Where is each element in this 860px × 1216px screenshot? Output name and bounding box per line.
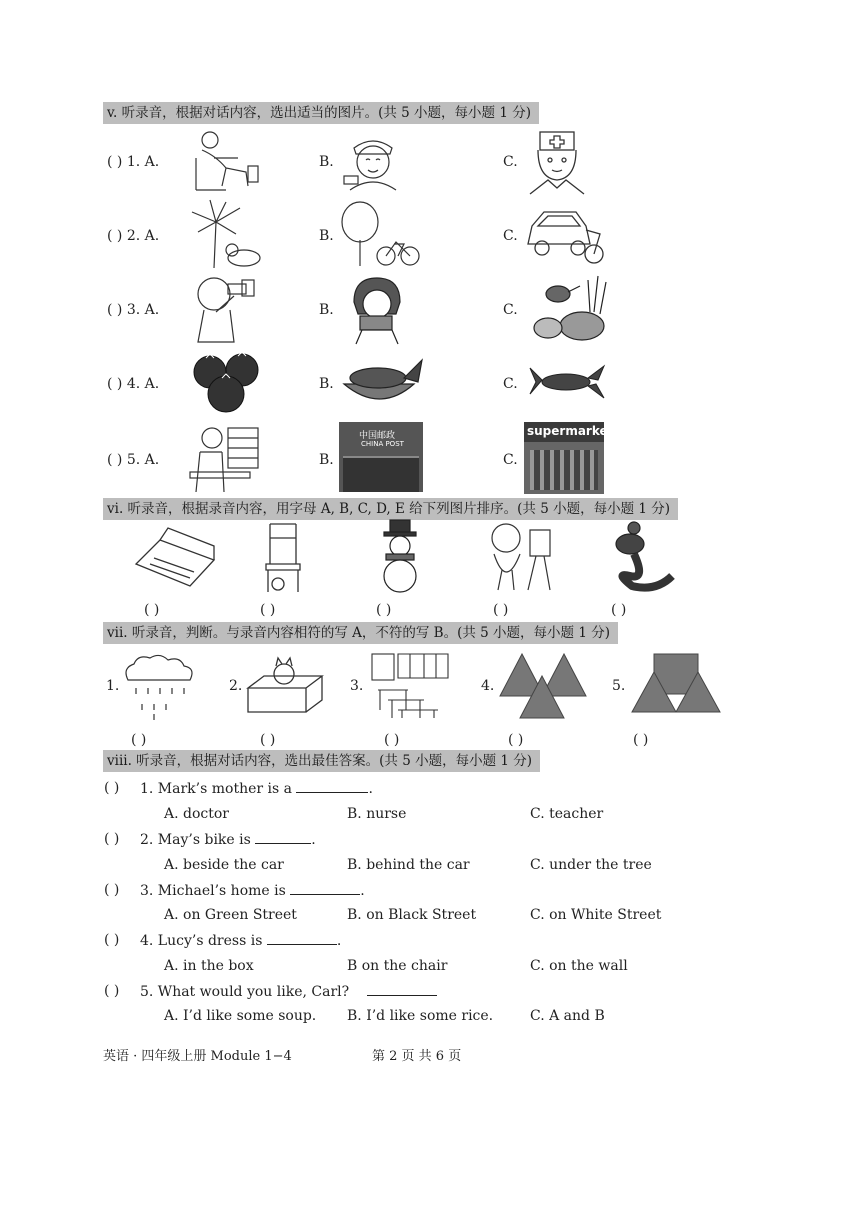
viii-q3-option-a[interactable]: A. on Green Street — [164, 907, 297, 923]
v-q4-b-label: B. — [319, 376, 334, 392]
vii-answer-2[interactable]: ( ) — [260, 732, 276, 748]
viii-q2-option-b[interactable]: B. behind the car — [347, 857, 470, 873]
vii-answer-4[interactable]: ( ) — [508, 732, 524, 748]
v-q2-label: ( ) 2. A. — [107, 228, 160, 244]
section-vi-header: vi. 听录音，根据录音内容，用字母 A, B, C, D, E 给下列图片排序。(共 5 小题，每小题 1 分) — [103, 498, 678, 520]
duck-vegetables-picture — [528, 272, 608, 344]
library-picture — [182, 422, 264, 494]
snowman-picture — [372, 518, 428, 594]
viii-q1-stem: 1. Mark’s mother is a . — [140, 781, 373, 797]
v-q5-c-label: C. — [503, 452, 518, 468]
section-v-header: v. 听录音，根据对话内容，选出适当的图片。(共 5 小题，每小题 1 分) — [103, 102, 539, 124]
vi-answer-5[interactable]: ( ) — [611, 602, 627, 618]
viii-q3-option-c[interactable]: C. on White Street — [530, 907, 662, 923]
woman-sitting-picture — [186, 128, 262, 194]
viii-q4-option-a[interactable]: A. in the box — [164, 958, 254, 974]
chair-cat-picture — [258, 520, 308, 594]
vii-num-3: 3. — [350, 678, 364, 694]
section-vii-header: vii. 听录音，判断。与录音内容相符的写 A，不符的写 B。(共 5 小题，每小题 1 分) — [103, 622, 618, 644]
square-triangles-picture — [630, 652, 722, 714]
supermarket-picture — [524, 422, 614, 494]
tree-bike-picture — [338, 200, 420, 270]
triangles-picture — [498, 650, 590, 720]
viii-q5-answer[interactable]: ( ) — [104, 983, 120, 999]
vii-num-2: 2. — [229, 678, 243, 694]
viii-q4-option-c[interactable]: C. on the wall — [530, 958, 628, 974]
v-q5-label: ( ) 5. A. — [107, 452, 160, 468]
girl-painting-picture — [484, 520, 554, 594]
snake-picture — [606, 520, 676, 592]
v-q1-c-label: C. — [503, 154, 518, 170]
girl-binoculars-picture — [184, 272, 264, 344]
v-q2-b-label: B. — [319, 228, 334, 244]
post-office-sign-en: CHINA POST — [361, 440, 404, 448]
v-q3-c-label: C. — [503, 302, 518, 318]
car-bike-picture — [524, 204, 610, 266]
post-office-sign-cn: 中国邮政 — [359, 431, 396, 441]
tomatoes-picture — [184, 350, 266, 414]
vi-answer-2[interactable]: ( ) — [260, 602, 276, 618]
nurse-picture — [340, 130, 406, 192]
post-office-picture — [339, 422, 423, 492]
viii-q5-option-a[interactable]: A. I’d like some soup. — [164, 1008, 317, 1024]
classroom-picture — [368, 650, 452, 720]
vii-num-1: 1. — [106, 678, 120, 694]
viii-q1-answer[interactable]: ( ) — [104, 780, 120, 796]
viii-q5-stem: 5. What would you like, Carl? — [140, 983, 437, 1000]
girl-with-cake-picture — [346, 274, 408, 346]
viii-q3-answer[interactable]: ( ) — [104, 882, 120, 898]
vii-answer-5[interactable]: ( ) — [633, 732, 649, 748]
rain-cloud-picture — [120, 652, 200, 722]
footer-page-number: 第 2 页 共 6 页 — [372, 1049, 462, 1064]
viii-q3-stem: 3. Michael’s home is . — [140, 883, 365, 899]
v-q3-b-label: B. — [319, 302, 334, 318]
crayfish-picture — [528, 358, 608, 410]
cat-in-box-picture — [244, 654, 324, 718]
pencil-box-picture — [132, 524, 216, 594]
v-q1-b-label: B. — [319, 154, 334, 170]
vii-num-5: 5. — [612, 678, 626, 694]
vi-answer-1[interactable]: ( ) — [144, 602, 160, 618]
viii-q2-answer[interactable]: ( ) — [104, 831, 120, 847]
vii-answer-1[interactable]: ( ) — [131, 732, 147, 748]
palm-tree-cat-picture — [186, 198, 266, 270]
viii-q2-stem: 2. May’s bike is . — [140, 832, 316, 848]
v-q4-c-label: C. — [503, 376, 518, 392]
viii-q2-option-c[interactable]: C. under the tree — [530, 857, 652, 873]
viii-q3-option-b[interactable]: B. on Black Street — [347, 907, 477, 923]
viii-q1-option-b[interactable]: B. nurse — [347, 806, 407, 822]
v-q2-c-label: C. — [503, 228, 518, 244]
vii-num-4: 4. — [481, 678, 495, 694]
vi-answer-4[interactable]: ( ) — [493, 602, 509, 618]
viii-q1-option-c[interactable]: C. teacher — [530, 806, 604, 822]
viii-q4-stem: 4. Lucy’s dress is . — [140, 933, 342, 949]
supermarket-sign: supermarket — [527, 424, 614, 438]
vi-answer-3[interactable]: ( ) — [376, 602, 392, 618]
viii-q4-answer[interactable]: ( ) — [104, 932, 120, 948]
section-viii-header: viii. 听录音，根据对话内容，选出最佳答案。(共 5 小题，每小题 1 分) — [103, 750, 540, 772]
doctor-picture — [522, 128, 592, 196]
v-q3-label: ( ) 3. A. — [107, 302, 160, 318]
footer-subject: 英语 · 四年级上册 Module 1−4 — [103, 1049, 292, 1064]
v-q4-label: ( ) 4. A. — [107, 376, 160, 392]
viii-q5-option-c[interactable]: C. A and B — [530, 1008, 605, 1024]
v-q1-label: ( ) 1. A. — [107, 154, 160, 170]
v-q5-b-label: B. — [319, 452, 334, 468]
viii-q1-option-a[interactable]: A. doctor — [164, 806, 229, 822]
viii-q2-option-a[interactable]: A. beside the car — [164, 857, 284, 873]
viii-q4-option-b[interactable]: B on the chair — [347, 958, 448, 974]
viii-q5-option-b[interactable]: B. I’d like some rice. — [347, 1008, 494, 1024]
fish-in-bowl-picture — [340, 354, 424, 414]
vii-answer-3[interactable]: ( ) — [384, 732, 400, 748]
